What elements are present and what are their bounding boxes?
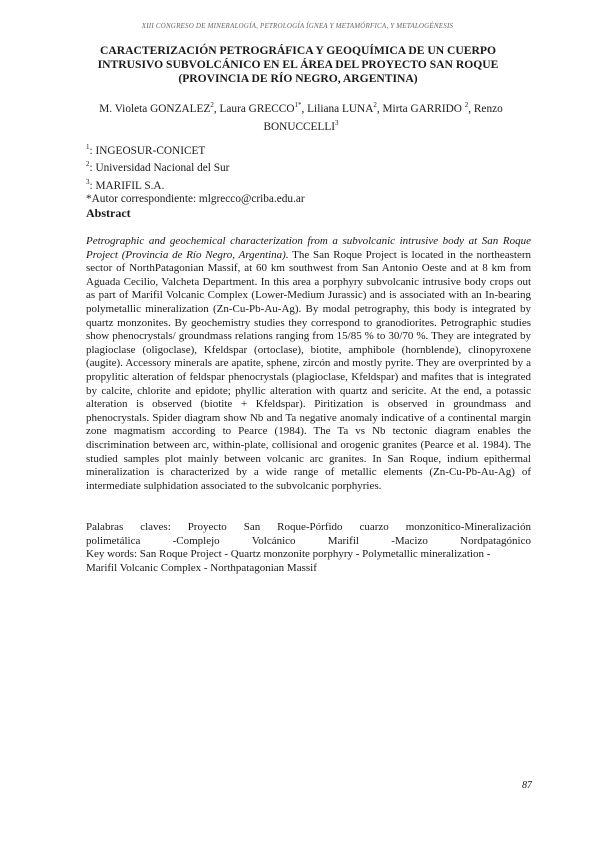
affiliation-item: $^1$: INGEOSUR-CONICET <box>86 143 206 157</box>
author-affiliation-mark: 3 <box>335 118 339 127</box>
affiliation-item: $^3$: MARIFIL S.A. <box>86 177 165 192</box>
running-header: XIII CONGRESO DE MINERALOGÍA, PETROLOGÍA ÍGNEA Y METAMÓRFICA, Y METALOGÉNESIS <box>141 22 454 30</box>
author-list: M. Violeta GONZALEZ$^2$, Laura $GRECCO^{1*}$, Liliana LUNA$^2$, Mirta GARRIDO $^2$, Renzo BONUCCELLI$^3$ <box>99 101 503 133</box>
author-affiliation-mark: 2 <box>210 101 214 109</box>
keywords-en-line-2: Marifil Volcanic Complex - Northpatagonian Massif <box>86 561 317 574</box>
title-line-3: (PROVINCIA DE RÍO NEGRO, ARGENTINA) <box>178 72 418 85</box>
abstract-body <box>86 235 531 493</box>
author-name: Laura GRECCO <box>219 102 295 115</box>
abstract-italic-title: Petrographic and geochemical characterization from a subvolcanic intrusive body at San Roque Project (Provincia de Río Negro, Argentina). <box>86 235 531 261</box>
abstract-text: The San Roque Project is located in the northeastern sector of NorthPatagonian Massif, at 60 km southwest from San Antonio Oeste and at 8 km from Aguada Cecilio, Valcheta Department. In this area a porphyry subvolcanic intrusive body crops out as part of Marifil Volcanic Complex (Lower-Medium Jurassic) and is associated with an In-bearing polymetallic mineralization (Zn-Cu-Pb-Au-Ag). By modal petrography, this body is integrated by quartz monzonites. By geochemistry studies they correspond to granodiorites. Petrographic studies show phenocrystals/ groundmass relations ranging from 15/85 % to 30/70 %. They are integrated by plagioclase (oligoclase), Kfeldspar (ortoclase), biotite, amphibole (hornblende), clinopyroxene (augite). Accessory minerals are apatite, sphene, zircón and mostly pyrite. They are overprinted by a propylitic alteration of feldspar phenocrystals (plagioclase, Kfeldspar) and mafites that is integrated by calcite, chlorite and epidote; phyllic alteration with quartz and sericite. At the end, a potassic alteration is observed (biotite + Kfeldspar). Piritization is observed in groundmass and phenocrystals. Spider diagram show Nb and Ta negative anomaly indicative of a continental margin zone magmatism according to Pearce (1984). The Ta vs Nb tectonic diagram enables the discrimination between arc, within-plate, collisional and orogenic granites (Pearce et al. 1984). The studied samples plot mainly between volcanic arc granites. In San Roque, indium epithermal mineralization is characterized by a wide range of metallic elements (Zn-Cu-Pb-Au-Ag) of intermediate sulphidation associated to the subvolcanic porphyries. <box>86 248 531 492</box>
title-line-2: INTRUSIVO SUBVOLCÁNICO EN EL ÁREA DEL PROYECTO SAN ROQUE <box>97 58 499 71</box>
keywords-en-line-1: Key words: San Roque Project - Quartz monzonite porphyry - Polymetallic mineralization - <box>86 548 491 561</box>
author-affiliation-mark: 2 <box>373 101 377 109</box>
author-name: Liliana LUNA <box>307 102 374 115</box>
author-name: Mirta GARRIDO <box>382 102 465 115</box>
title-line-1: CARACTERIZACIÓN PETROGRÁFICA Y GEOQUÍMICA DE UN CUERPO <box>100 44 496 57</box>
page-number: 87 <box>522 780 532 791</box>
paper-title <box>78 44 518 86</box>
keywords-section <box>86 521 531 575</box>
author-name: M. Violeta GONZALEZ <box>99 102 211 115</box>
corresponding-author: *Autor correspondiente: mlgrecco@criba.edu.ar <box>86 193 305 206</box>
abstract-heading: Abstract <box>86 206 131 220</box>
affiliation-item: $^2$: Universidad Nacional del Sur <box>86 160 230 175</box>
author-name: Renzo BONUCCELLI <box>263 102 503 133</box>
keywords-es-line-2: polimetálica -Complejo Volcánico Marifil -Macizo Nordpatagónico <box>86 534 531 547</box>
keywords-es-line-1: Palabras claves: Proyecto San Roque-Pórfido cuarzo monzonítico-Mineralización <box>86 521 531 533</box>
affiliation-list <box>86 141 516 207</box>
author-affiliation-mark: 2 <box>464 101 469 109</box>
author-affiliation-mark: 1* <box>294 101 302 109</box>
